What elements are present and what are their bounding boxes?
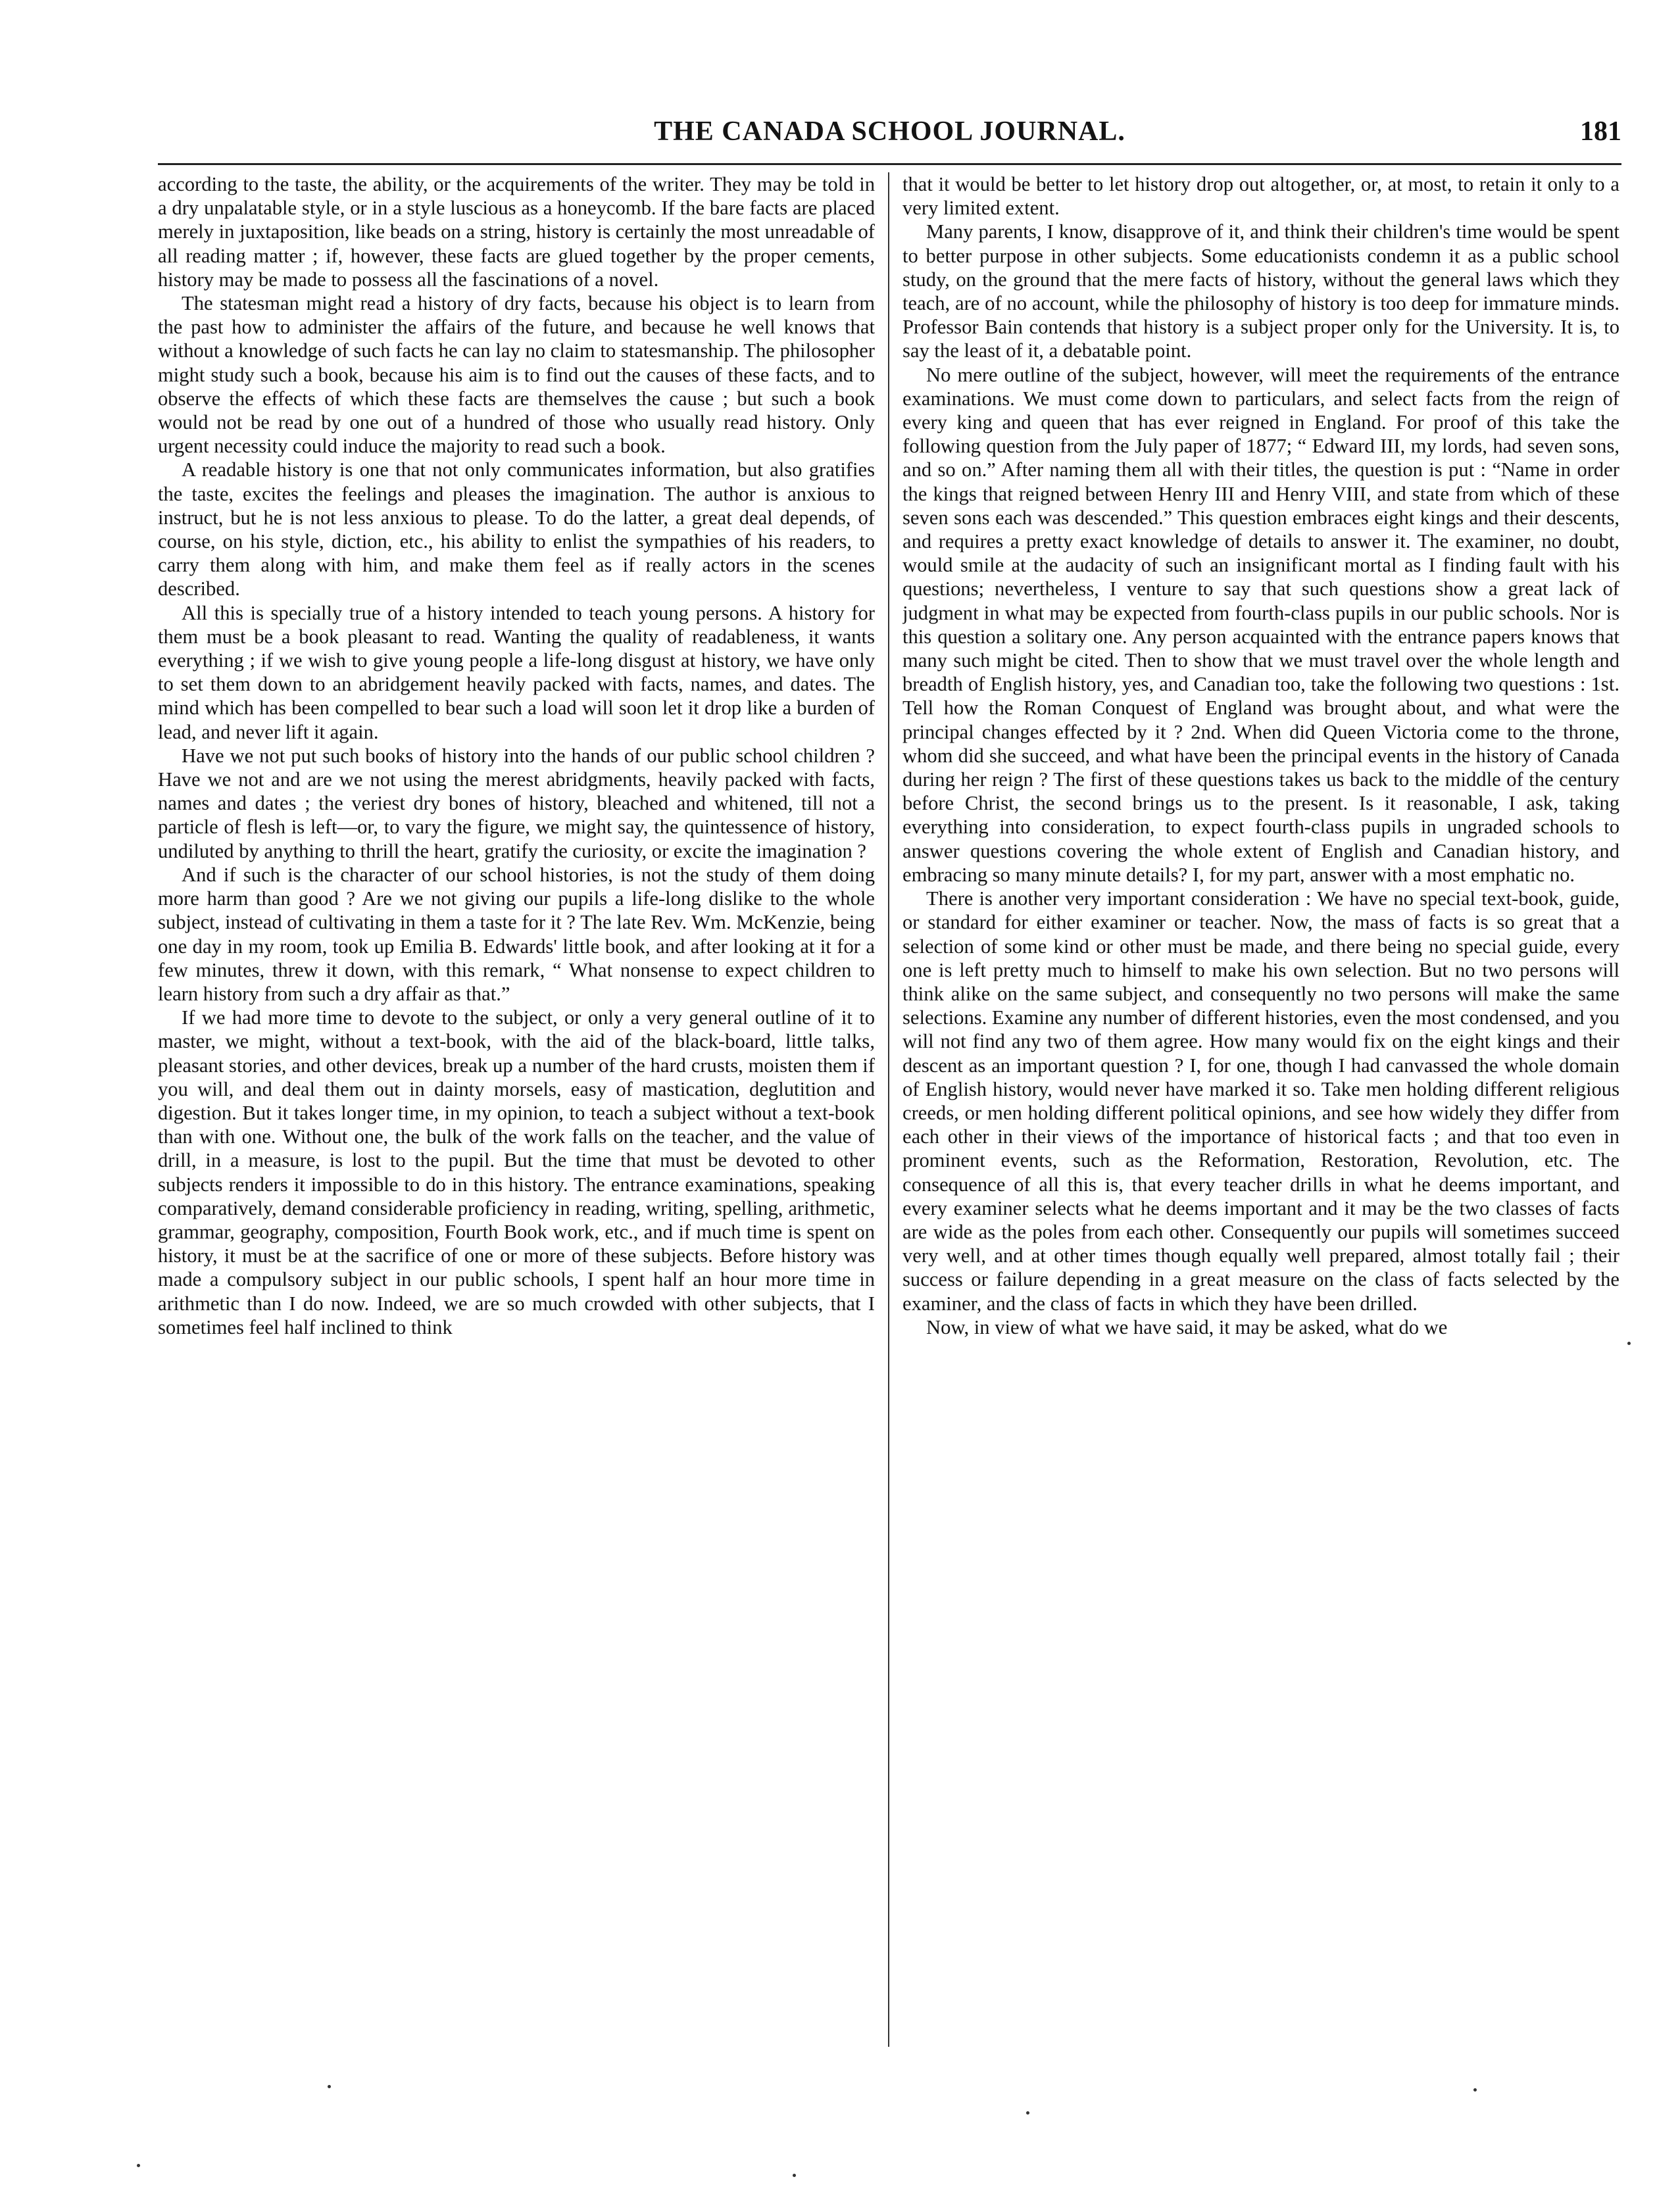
print-speck [1473, 2088, 1477, 2092]
paragraph: If we had more time to devote to the subject, or only a very general outline of it to master, we might, without a text-book, with the aid of the black-board, little talks, pleasant stories, and other devices, break up a number of the hard crusts, moisten them if you will, and deal them out in dainty morsels, easy of mastication, deglutition and digestion. But it takes longer time, in my opinion, to teach a subject without a text-book than with one. Without one, the bulk of the work falls on the teacher, and the value of drill, in a measure, is lost to the pupil. But the time that must be devoted to other subjects renders it impossible to do in this history. The entrance examinations, speaking comparatively, demand considerable proficiency in reading, writing, spelling, arithmetic, grammar, geography, composition, Fourth Book work, etc., and if much time is spent on history, it must be at the sacrifice of one or more of these subjects. Before history was made a compulsory subject in our public schools, I spent half an hour more time in arithmetic than I do now. Indeed, we are so much crowded with other subjects, that I sometimes feel half inclined to think [158, 1006, 875, 1338]
page-header [158, 112, 1621, 158]
column-divider [888, 172, 889, 2047]
paragraph: A readable history is one that not only communicates information, but also gratifies the taste, excites the feelings and pleases the imagination. The author is anxious to instruct, but he is not less anxious to please. To do the latter, a great deal depends, of course, on his style, diction, etc., his ability to enlist the sympathies of his readers, to carry them along with him, and make them feel as if really actors in the scenes described. [158, 458, 875, 600]
paragraph: There is another very important consideration : We have no special text-book, guide, or standard for either examiner or teacher. Now, the mass of facts is so great that a selection of some kind or other must be made, and there being no special guide, every one is left pretty much to himself to make his own selection. But no two persons will think alike on the same subject, and consequently no two persons will make the same selections. Examine any number of different histories, even the most condensed, and you will not find any two of them agree. How many would fix on the eight kings and their descent as an important question ? I, for one, though I had canvassed the whole domain of English history, would never have marked it so. Take men holding different religious creeds, or men holding different political opinions, and see how widely they differ from each other in their views of the importance of historical facts ; and that too even in prominent events, such as the Reformation, Restoration, Revolution, etc. The consequence of all this is, that every teacher drills in what he deems important, and every examiner selects what he deems important and it may be the two classes of facts are wide as the poles from each other. Consequently our pupils will sometimes succeed very well, and at other times though equally well prepared, almost totally fail ; their success or failure depending in a great measure on the class of facts selected by the examiner, and the class of facts in which they have been drilled. [902, 887, 1619, 1315]
paragraph: The statesman might read a history of dry facts, because his object is to learn from the past how to administer the affairs of the future, and because he well knows that without a knowledge of such facts he can lay no claim to statesmanship. The philosopher might study such a book, because his aim is to find out the causes of these facts, and to observe the effects of which these facts are themselves the cause ; but such a book would not be read by one out of a hundred of those who usually read history. Only urgent necessity could induce the majority to read such a book. [158, 292, 875, 458]
print-speck [1627, 1342, 1631, 1345]
page-number: 181 [1580, 116, 1621, 147]
print-speck [793, 2174, 796, 2177]
left-column [158, 172, 875, 2145]
header-rule [158, 163, 1621, 165]
paragraph: And if such is the character of our school histories, is not the study of them doing more harm than good ? Are we not giving our pupils a life-long dislike to the whole subject, instead of cultivating in them a taste for it ? The late Rev. Wm. McKenzie, being one day in my room, took up Emilia B. Edwards' little book, and after looking at it for a few minutes, threw it down, with this remark, “ What nonsense to expect children to learn history from such a dry affair as that.” [158, 863, 875, 1005]
paragraph: All this is specially true of a history intended to teach young persons. A history for them must be a book pleasant to read. Wanting the quality of readableness, it wants everything ; if we wish to give young people a life-long disgust at history, we have only to set them down to an abridgement heavily packed with facts, names, and dates. The mind which has been compelled to bear such a load will soon let it drop like a burden of lead, and never lift it again. [158, 601, 875, 743]
paragraph: Many parents, I know, disapprove of it, and think their children's time would be spent to better purpose in other subjects. Some educationists condemn it as a public school study, on the ground that the mere facts of history, without the general laws which they teach, are of no account, while the philosophy of history is too deep for immature minds. Professor Bain contends that history is a subject proper only for the University. It is, to say the least of it, a debatable point. [902, 220, 1619, 362]
right-column [902, 172, 1619, 2145]
paragraph: Now, in view of what we have said, it may be asked, what do we [926, 1315, 1448, 1338]
print-speck [328, 2085, 331, 2088]
paragraph: that it would be better to let history drop out altogether, or, at most, to retain it only to a very limited extent. [902, 173, 1619, 220]
paragraph: according to the taste, the ability, or the acquirements of the writer. They may be told in a dry unpalatable style, or in a style luscious as a honeycomb. If the bare facts are placed merely in juxtaposition, like beads on a string, history is certainly the most unreadable of all reading matter ; if, however, these facts are glued together by the proper cements, history may be made to possess all the fascinations of a novel. [158, 173, 875, 291]
print-speck [1026, 2111, 1029, 2115]
paragraph: Have we not put such books of history into the hands of our public school children ? Have we not and are we not using the merest abridgments, heavily packed with facts, names and dates ; the veriest dry bones of history, bleached and whitened, till not a particle of flesh is left—or, to vary the figure, we might say, the quintessence of history, undiluted by anything to thrill the heart, gratify the curiosity, or excite the imagination ? [158, 744, 875, 862]
print-speck [137, 2164, 140, 2167]
journal-title: THE CANADA SCHOOL JOURNAL. [654, 116, 1125, 147]
paragraph: No mere outline of the subject, however, will meet the requirements of the entrance examinations. We must come down to particulars, and select facts from the reign of every king and queen that has ever reigned in England. For proof of this take the following question from the July paper of 1877; “ Edward III, my lords, had seven sons, and so on.” After naming them all with their titles, the question is put : “Name in order the kings that reigned between Henry III and Henry VIII, and state from which of these seven sons each was descended.” This question embraces eight kings and their descents, and requires a pretty exact knowledge of details to answer it. The examiner, no doubt, would smile at the audacity of such an insignificant mortal as I finding fault with his questions; nevertheless, I venture to say that such questions show a great lack of judgment in what may be expected from fourth-class pupils in our public schools. Nor is this question a solitary one. Any person acquainted with the entrance papers knows that many such might be cited. Then to show that we must travel over the whole length and breadth of English history, yes, and Canadian too, take the following two questions : 1st. Tell how the Roman Conquest of England was brought about, and what were the principal changes effected by it ? 2nd. When did Queen Victoria come to the throne, whom did she succeed, and what have been the principal events in the history of Canada during her reign ? The first of these questions takes us back to the middle of the century before Christ, the second brings us to the present. Is it reasonable, I ask, taking everything into consideration, to expect fourth-class pupils in ungraded schools to answer questions covering the whole extent of English and Canadian history, and embracing so many minute details? I, for my part, answer with a most emphatic no. [902, 363, 1619, 886]
